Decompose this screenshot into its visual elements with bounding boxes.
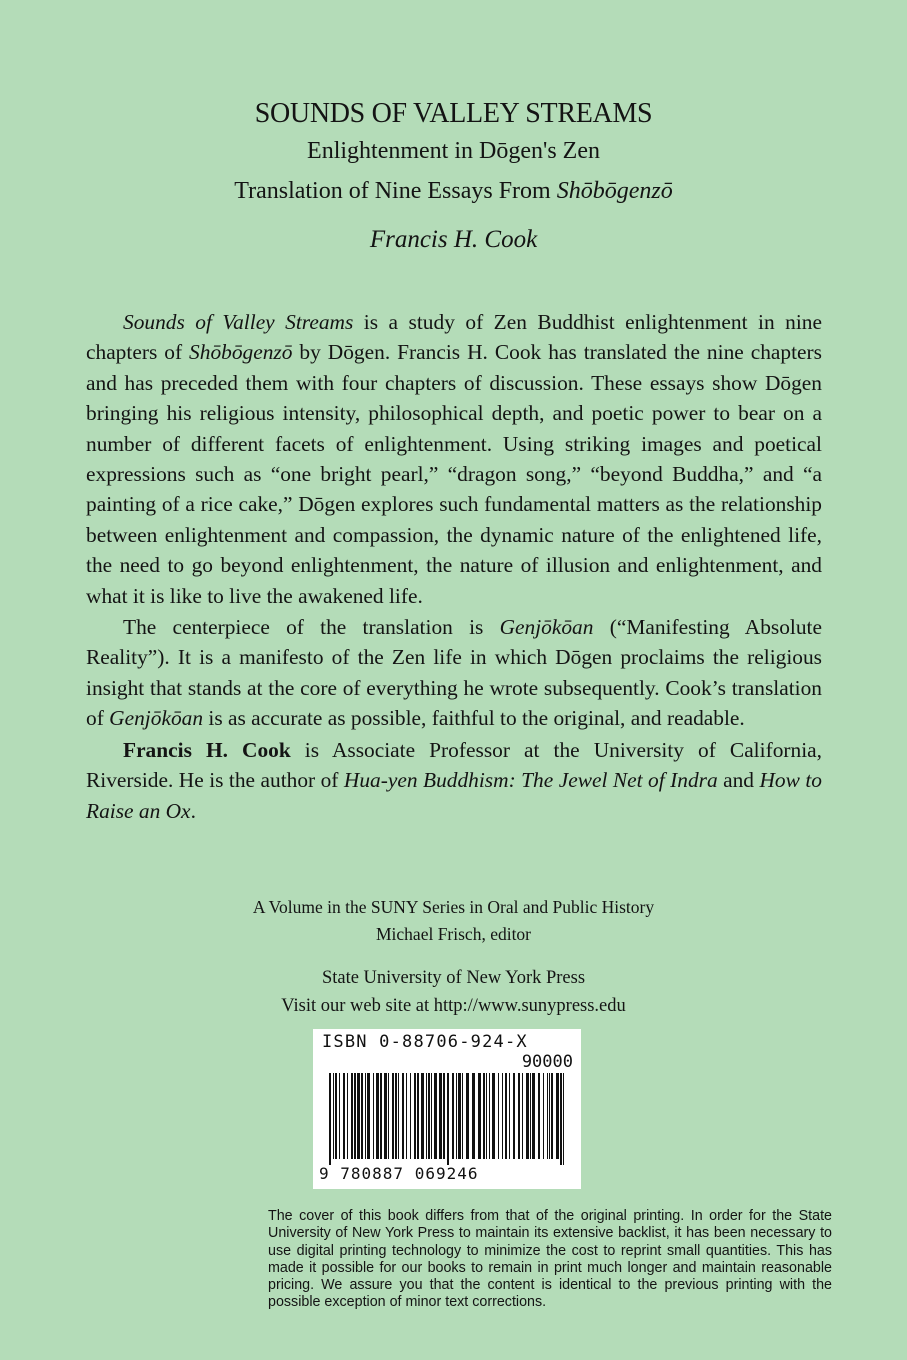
italic-run: Shōbōgenzō [189, 340, 293, 365]
text-run: . [190, 798, 196, 823]
barcode-bar [421, 1073, 424, 1159]
barcode-bar [351, 1073, 353, 1159]
barcode-bar [392, 1073, 394, 1159]
barcode-bar [329, 1073, 331, 1165]
barcode-bar [522, 1073, 523, 1159]
book-description [86, 307, 822, 826]
barcode-bar [509, 1073, 510, 1159]
barcode-bar [380, 1073, 382, 1159]
barcode-bar [373, 1073, 374, 1159]
publisher-website: Visit our web site at http://www.sunypress.edu [281, 996, 626, 1016]
barcode-bars-icon [329, 1073, 569, 1165]
barcode-bar [426, 1073, 427, 1159]
series-name: A Volume in the SUNY Series in Oral and Public History [252, 897, 655, 917]
barcode-bar [410, 1073, 411, 1159]
barcode-bar [483, 1073, 485, 1159]
barcode-bar [406, 1073, 407, 1159]
barcode-bar [518, 1073, 520, 1159]
series-info [0, 894, 907, 948]
italic-run: How to Raise an Ox [86, 768, 822, 823]
barcode-bar [502, 1073, 503, 1159]
barcode-bar [439, 1073, 442, 1159]
bold-run: Francis H. Cook [123, 737, 291, 762]
barcode-bar [398, 1073, 399, 1159]
text-run: is as accurate as possible, faithful to the original, and readable. [203, 706, 745, 731]
barcode-bar [462, 1073, 463, 1159]
barcode-bar [458, 1073, 461, 1159]
text-run: (“Manifesting Absolute Reality”). It is a manifesto of the Zen life in which Dōgen proclaims the religious insight that stands at the core of everything he wrote subsequently. Cook’s translation of [86, 615, 822, 731]
subtitle-translation-text: Translation of Nine Essays From [234, 178, 557, 204]
barcode-bar [472, 1073, 475, 1159]
barcode-bar [388, 1073, 389, 1159]
barcode-bar [414, 1073, 416, 1159]
price-code: 90000 [521, 1052, 573, 1072]
barcode-bar [478, 1073, 481, 1159]
barcode-bar [365, 1073, 366, 1159]
barcode-bar [563, 1073, 564, 1165]
barcode-bar [560, 1073, 562, 1165]
barcode-bar [466, 1073, 469, 1159]
barcode-bar [452, 1073, 454, 1159]
isbn-label: ISBN 0-88706-924-X [322, 1032, 528, 1052]
barcode-bar [547, 1073, 548, 1159]
barcode-bar [402, 1073, 404, 1159]
barcode-bar [354, 1073, 356, 1159]
description-paragraph [86, 735, 822, 826]
isbn-barcode [313, 1029, 581, 1189]
book-subtitle-translation [0, 178, 907, 205]
barcode-bar [447, 1073, 449, 1165]
barcode-bar [434, 1073, 437, 1159]
publisher-name: State University of New York Press [321, 968, 586, 988]
barcode-bar [505, 1073, 507, 1159]
barcode-bar [376, 1073, 379, 1159]
book-title: SOUNDS OF VALLEY STREAMS [254, 98, 653, 129]
barcode-bar [498, 1073, 499, 1159]
text-run: The centerpiece of the translation is [123, 615, 500, 640]
barcode-bar [395, 1073, 397, 1159]
barcode-bar [456, 1073, 457, 1159]
book-author: Francis H. Cook [369, 226, 538, 253]
barcode-bar [367, 1073, 370, 1159]
barcode-bar [417, 1073, 419, 1159]
barcode-bar [538, 1073, 540, 1159]
description-paragraph [86, 612, 822, 734]
book-subtitle: Enlightenment in Dōgen's Zen [307, 138, 600, 164]
barcode-bar [347, 1073, 348, 1159]
ean-digits: 9 780887 069246 [319, 1164, 479, 1183]
text-run: is a study of Zen Buddhist enlightenment in nine chapters of [86, 310, 822, 365]
barcode-bar [431, 1073, 432, 1159]
italic-run: Hua-yen Buddhism: The Jewel Net of Indra [343, 768, 718, 793]
reprint-notice: The cover of this book differs from that of the original printing. In order for the State University of New York Press to maintain its extensive backlist, it has been necessary to use digital printing technology to minimize the cost to reprint small quantities. This has made it possible for our books to remain in print much longer and maintain reasonable pricing. We assure you that the content is identical to the previous printing with the possible exception of minor text corrections. [268, 1208, 832, 1311]
barcode-bar [549, 1073, 550, 1159]
italic-run: Sounds of Valley Streams [123, 310, 354, 334]
barcode-bar [384, 1073, 387, 1159]
italic-run: Genjōkōan [499, 615, 594, 640]
barcode-bar [443, 1073, 445, 1159]
barcode-bar [486, 1073, 487, 1159]
barcode-bar [530, 1073, 531, 1159]
barcode-bar [543, 1073, 544, 1159]
description-paragraph [86, 307, 822, 611]
barcode-bar [428, 1073, 430, 1159]
series-editor: Michael Frisch, editor [375, 924, 532, 944]
barcode-bar [339, 1073, 340, 1159]
barcode-bar [335, 1073, 337, 1159]
italic-run: Genjōkōan [109, 706, 204, 731]
text-run: by Dōgen. Francis H. Cook has translated the nine chapters and has preceded them with four chapters of discussion. These essays show Dōgen bringing his religious intensity, philosophical depth, and poetic power to bear on a number of different facets of enlightenment. Using striking images and poetical expressions such as “one bright pearl,” “dragon song,” “beyond Buddha,” and “a painting of a rice cake,” Dōgen explores such fundamental matters as the relationship between enlightenment and compassion, the dynamic nature of the enlightened life, the need to go beyond enlightenment, the nature of illusion and enlightenment, and what it is like to live the awakened life. [86, 340, 823, 608]
barcode-bar [343, 1073, 345, 1159]
barcode-bar [526, 1073, 529, 1159]
barcode-bar [489, 1073, 490, 1159]
barcode-bar [333, 1073, 334, 1159]
barcode-bar [357, 1073, 360, 1159]
barcode-bar [532, 1073, 535, 1159]
barcode-bar [492, 1073, 495, 1159]
subtitle-work-title: Shōbōgenzō [556, 178, 673, 204]
text-run: and [717, 768, 760, 793]
barcode-bar [513, 1073, 515, 1159]
barcode-bar [556, 1073, 559, 1159]
barcode-bar [551, 1073, 553, 1159]
text-run: is Associate Professor at the University of California, Riverside. He is the author of [86, 737, 822, 793]
barcode-bar [361, 1073, 363, 1159]
publisher-info [0, 964, 907, 1020]
